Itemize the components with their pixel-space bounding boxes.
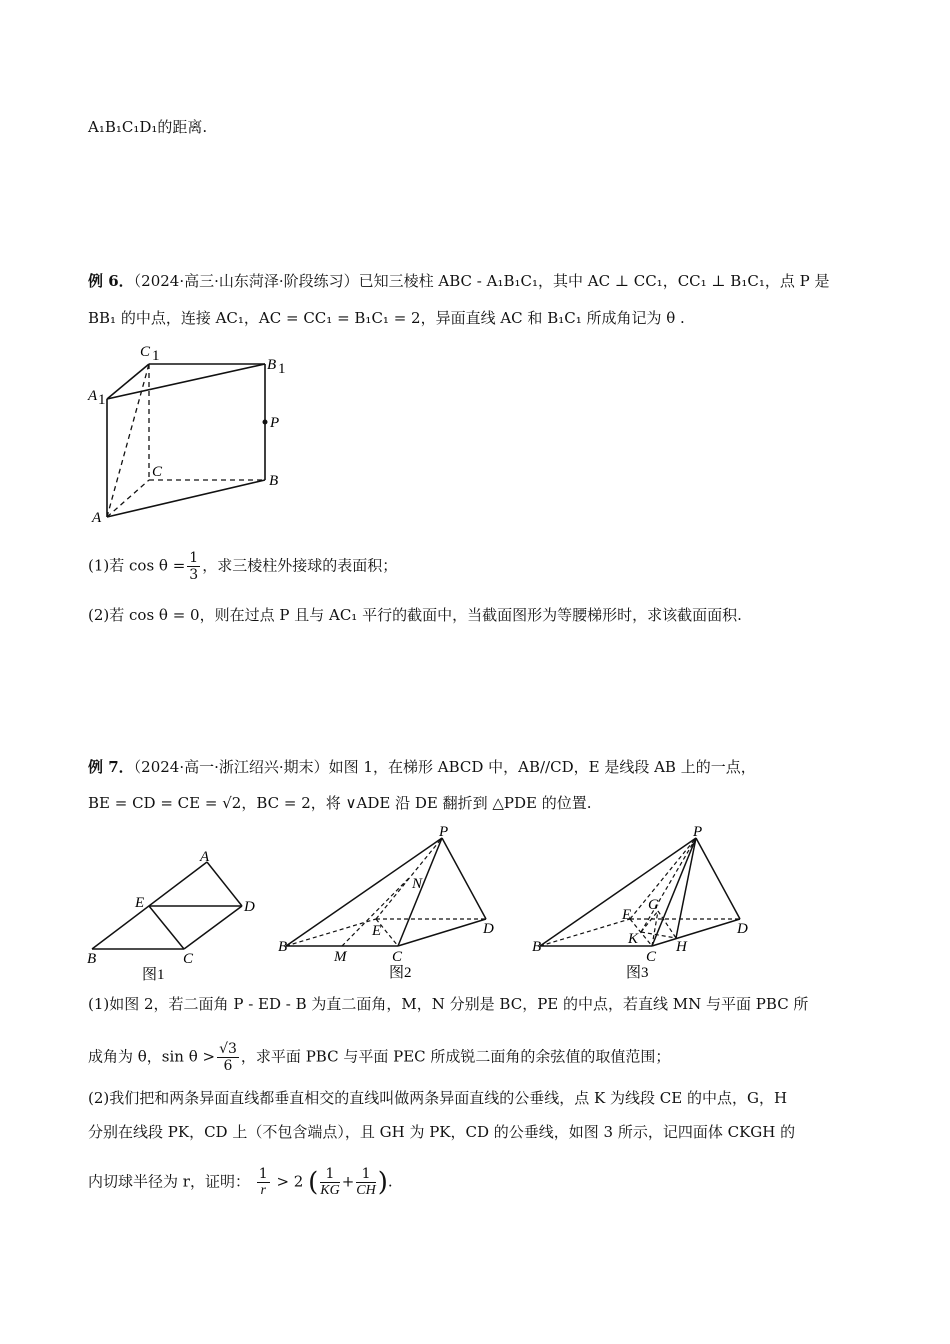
label-C: C [152, 464, 163, 480]
fraction-1-r: $\frac{1}{r}$ [258, 1166, 268, 1198]
fraction-1-3: $\frac{1}{3}$ [189, 550, 199, 583]
ex7-label: 例 7． [88, 758, 134, 776]
fig1-label-E: E [135, 895, 145, 911]
ex6-source: （2024·高三·山东菏泽·阶段练习） [133, 272, 359, 290]
fraction-sqrt3-6: $\frac{√3}{6}$ [219, 1041, 237, 1074]
fig3-caption: 图3 [626, 965, 649, 981]
fig2-label-B: B [278, 939, 288, 955]
fig1-label-A: A [200, 849, 210, 865]
ex7-figure-1 [84, 846, 264, 990]
fig1-caption: 图1 [142, 967, 165, 983]
label-B1: B [267, 357, 277, 373]
ex7-q1-line1: (1)如图 2，若二面角 P - ED - B 为直二面角，M，N 分别是 BC，PE 的中点，若直线 MN 与平面 PBC 所 [88, 995, 809, 1013]
ex7-line1: 例 7．（2024·高一·浙江绍兴·期末）如图 1，在梯形 ABCD 中，AB//CD，E 是线段 AB 上的一点， [88, 758, 756, 776]
fig3-label-P: P [693, 824, 703, 840]
fig3-label-K: K [628, 931, 639, 947]
fig1-label-B: B [87, 951, 97, 967]
label-P: P [270, 415, 280, 431]
ex7-figure-3 [530, 820, 760, 989]
fig2-label-C: C [392, 949, 403, 965]
ex7-line2: BE = CD = CE = √2，BC = 2，将 ∨ADE 沿 DE 翻折到 △PDE 的位置. [88, 794, 592, 812]
ex6-line2: BB₁ 的中点，连接 AC₁，AC = CC₁ = B₁C₁ = 2，异面直线 AC 和 B₁C₁ 所成角记为 θ . [88, 309, 685, 327]
ex7-source: （2024·高一·浙江绍兴·期末） [133, 758, 329, 776]
ex7-figure-2 [276, 820, 506, 989]
fig3-label-H: H [676, 939, 687, 955]
fig2-label-N: N [412, 876, 423, 892]
ex6-text1: 已知三棱柱 ABC - A₁B₁C₁，其中 AC ⊥ CC₁，CC₁ ⊥ B₁C₁，点 P 是 [358, 272, 830, 290]
ex6-label: 例 6． [88, 272, 134, 290]
ex7-q2-line1: (2)我们把和两条异面直线都垂直相交的直线叫做两条异面直线的公垂线，点 K 为线段 CE 的中点，G，H [88, 1089, 788, 1107]
ex7-q1-line2: 成角为 θ，sin θ > $\frac{√3}{6}$ ，求平面 PBC 与平面 PEC 所成锐二面角的余弦值的取值范围； [88, 1041, 671, 1074]
ex7-q2-line2: 分别在线段 PK，CD 上（不包含端点），且 GH 为 PK，CD 的公垂线，如图 3 所示，记四面体 CKGH 的 [88, 1123, 796, 1141]
ex6-q2: (2)若 cos θ = 0，则在过点 P 且与 AC₁ 平行的截面中，当截面图形为等腰梯形时，求该截面面积. [88, 606, 742, 624]
fraction-1-KG: $\frac{1}{KG}$ [320, 1166, 340, 1198]
label-B: B [269, 473, 279, 489]
fig3-label-C: C [646, 949, 657, 965]
ex7-q2-line3: 内切球半径为 r，证明： $\frac{1}{r}$ > 2 ( $\frac{1}{KG}$ + $\frac{1}{CH}$ ). [88, 1166, 393, 1198]
fraction-1-CH: $\frac{1}{CH}$ [356, 1166, 376, 1198]
fig3-label-B: B [532, 939, 542, 955]
label-A1: A [88, 388, 98, 404]
label-A: A [92, 510, 102, 526]
fig1-label-C: C [183, 951, 194, 967]
top-line: A₁B₁C₁D₁的距离. [88, 118, 208, 136]
label-C1: C [140, 344, 151, 360]
ex6-prism-figure [84, 338, 304, 532]
fig3-label-G: G [648, 897, 659, 913]
ex6-line1 [88, 270, 829, 292]
fig2-label-M: M [334, 949, 347, 965]
fig3-label-E: E [622, 907, 632, 923]
svg-text:1: 1 [152, 348, 160, 364]
fig2-caption: 图2 [389, 965, 412, 981]
fig1-label-D: D [244, 899, 255, 915]
svg-text:1: 1 [278, 361, 286, 377]
fig2-label-D: D [483, 921, 494, 937]
ex6-q1: (1)若 cos θ = $\frac{1}{3}$ ，求三棱柱外接球的表面积； [88, 550, 398, 583]
svg-text:1: 1 [98, 392, 106, 408]
fig3-label-D: D [737, 921, 748, 937]
fig2-label-P: P [439, 824, 449, 840]
fig2-label-E: E [372, 923, 382, 939]
